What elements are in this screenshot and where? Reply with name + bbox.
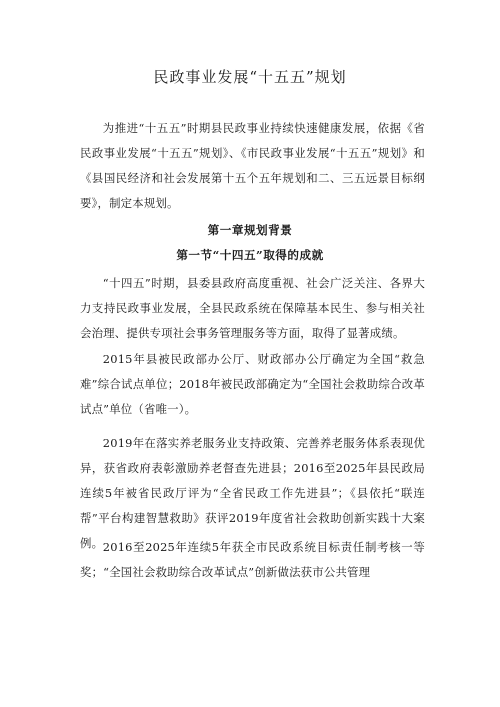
body-paragraph: “十四五”时期，县委县政府高度重视、社会广泛关注、各界大力支持民政事业发展，全县民政系统在保障基本民生、参与相关社会治理、提供专项社会事务管理服务等方面，取得了显著成绩。 [80, 276, 425, 340]
section-heading: 第一节“十四五”取得的成就 [176, 248, 324, 262]
body-paragraph: 2016至2025年连续5年获全市民政系统目标责任制考核一等奖；“全国社会救助综合改革试点”创新做法获市公共管理 [80, 540, 425, 579]
body-paragraph: 2019年在落实养老服务业支持政策、完善养老服务体系表现优异，获省政府表彰激励养老督查先进县；2016至2025年县民政局连续5年被省民政厅评为“全省民政工作先进县”；《县依托“联连帮”平台构建智慧救助》获评2019年度省社会救助创新实践十大案例。 [80, 436, 425, 550]
intro-paragraph: 为推进“十五五”时期县民政事业持续快速健康发展，依据《省民政事业发展“十五五”规划》、《市民政事业发展“十五五”规划》和《县国民经济和社会发展第十五个五年规划和二、三五远景目标纲要》，制定本规划。 [80, 121, 425, 210]
body-paragraph: 2015年县被民政部办公厅、财政部办公厅确定为全国“救急难”综合试点单位；2018年被民政部确定为“全国社会救助综合改革试点”单位（省唯一）。 [80, 352, 425, 416]
document-title: 民政事业发展“十五五”规划 [153, 68, 347, 86]
chapter-heading: 第一章规划背景 [207, 223, 293, 237]
